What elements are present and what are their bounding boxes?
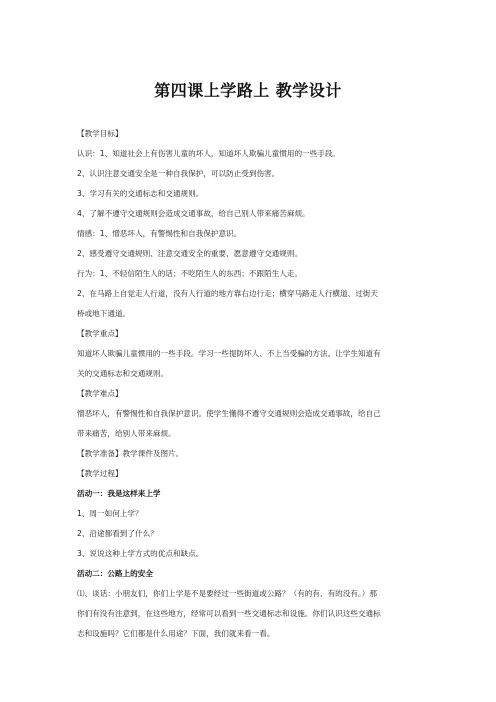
section-heading: 活动一：我是这样来上学: [77, 489, 161, 498]
text-line: 2、认识注意交通安全是一种自我保护，可以防止受到伤害。: [77, 169, 280, 178]
text-line: 情感：1、憎恶坏人，有警惕性和自我保护意识。: [77, 229, 242, 238]
text-line: 【教学目标】: [77, 129, 123, 138]
text-line: 2、感受遵守交通规则、注意交通安全的重要，愿意遵守交通规则。: [77, 249, 303, 258]
page-title: 第四课上学路上 教学设计: [154, 81, 342, 100]
text-line: 4、了解不遵守交通规则会造成交通事故，给自己别人带来痛苦麻烦。: [77, 209, 310, 218]
text-line: 2、在马路上自觉走人行道，没有人行道的地方靠右边行走；横穿马路走人行横道、过街天: [77, 289, 378, 298]
text-line: 1、周一如何上学？: [77, 509, 143, 518]
text-line: 3、说说这种上学方式的优点和缺点。: [77, 549, 204, 558]
text-line: 【教学重点】: [77, 329, 123, 338]
text-line: 志和设施吗？它们都是什么用途？下面，我们就来看一看。: [77, 629, 275, 638]
text-line: 关的交通标志和交通规则。: [77, 369, 169, 378]
text-line: 3、学习有关的交通标志和交通规则。: [77, 189, 204, 198]
document-body: [77, 124, 433, 644]
text-line: 憎恶坏人，有警惕性和自我保护意识。使学生懂得不遵守交通规则会造成交通事故，给自己: [77, 409, 381, 418]
text-line: 2、沿途都看到了什么？: [77, 529, 158, 538]
text-line: 带来痛苦，给别人带来麻烦。: [77, 429, 176, 438]
text-line: 行为：1、不轻信陌生人的话；不吃陌生人的东西；不跟陌生人走。: [77, 269, 303, 278]
text-line: 【教学过程】: [77, 469, 123, 478]
text-line: 知道坏人欺骗儿童惯用的一些手段。学习一些提防坏人、不上当受骗的方法。让学生知道有: [77, 349, 381, 358]
text-line: ⑴、谈话：小朋友们，你们上学是不是要经过一些街道或公路？（有的有、有的没有。）那: [77, 589, 377, 598]
text-line: 桥或地下通道。: [77, 309, 131, 318]
text-line: 【教学难点】: [77, 389, 123, 398]
text-line: 你们有没有注意到，在这些地方，经常可以看到一些交通标志和设施。你们认识这些交通标: [77, 609, 381, 618]
text-line: 【教学准备】教学课件及图片。: [77, 449, 184, 458]
text-line: 认识：1、知道社会上有伤害儿童的坏人，知道坏人欺骗儿童惯用的一些手段。: [77, 149, 341, 158]
section-heading: 活动二：公路上的安全: [77, 569, 153, 578]
